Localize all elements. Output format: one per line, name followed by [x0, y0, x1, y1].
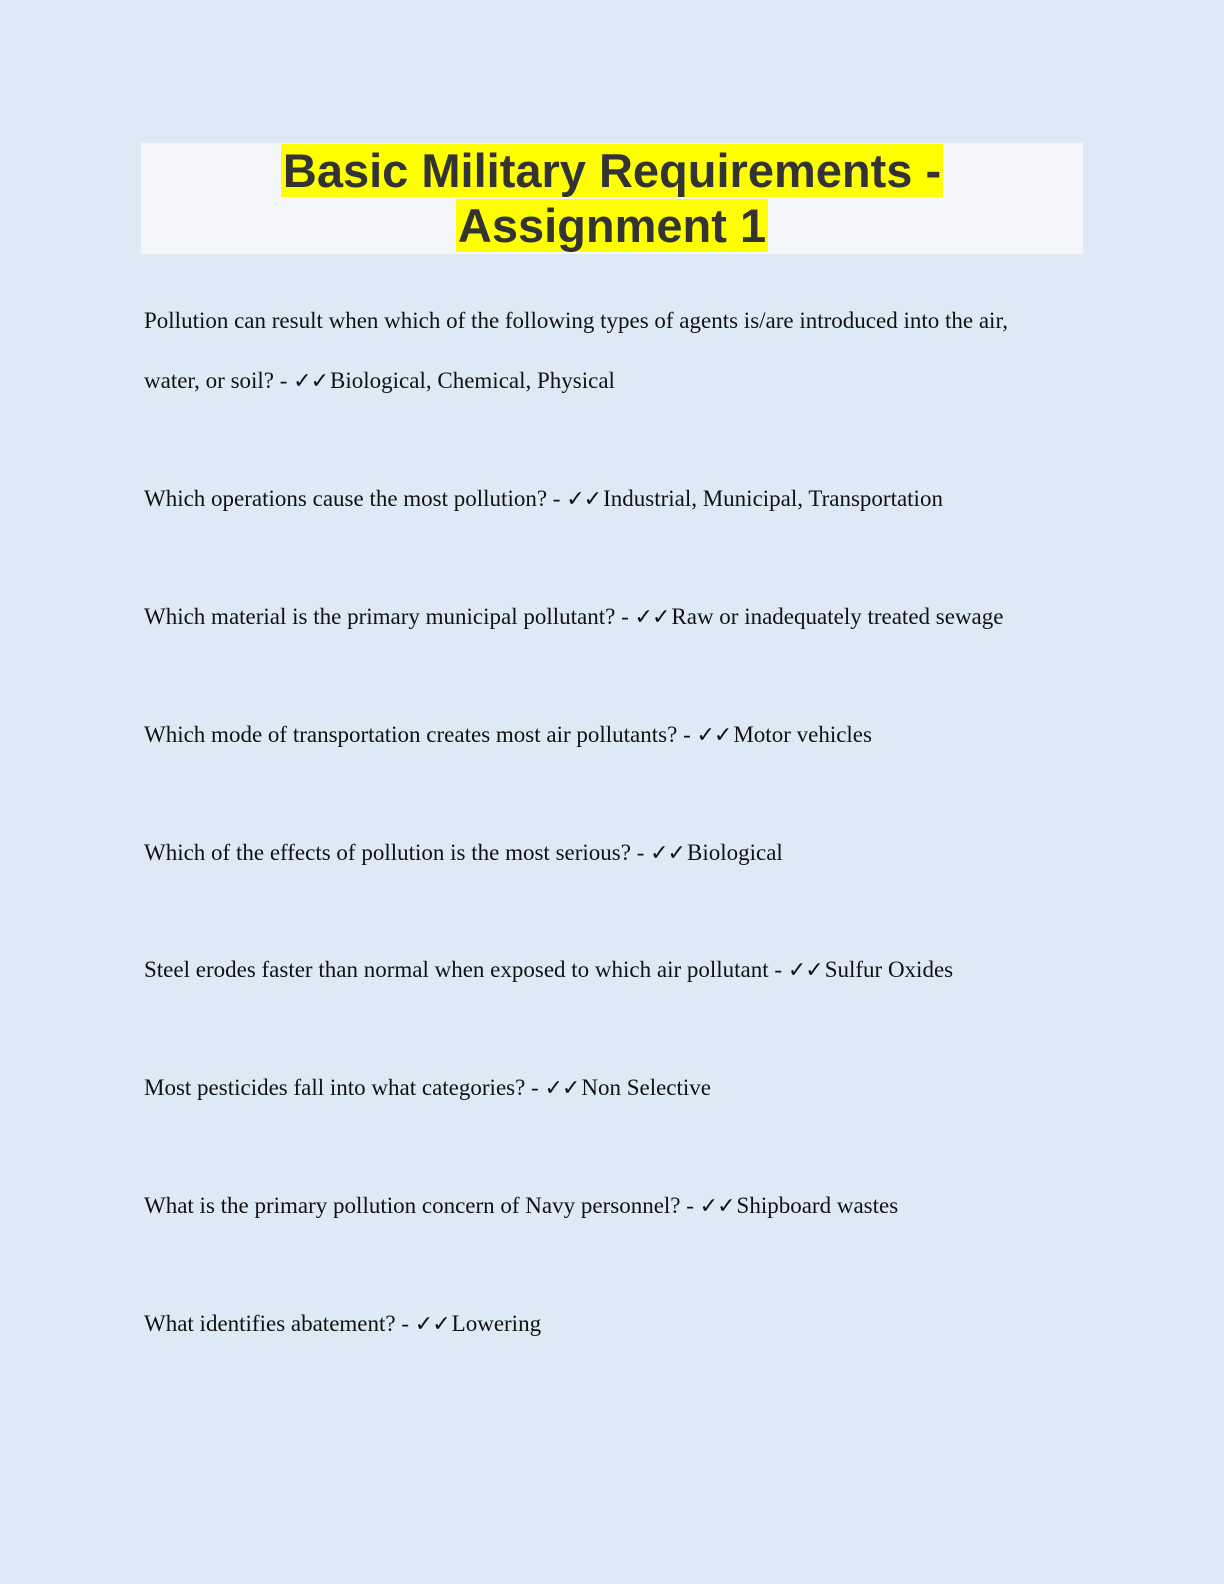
double-check-icon: ✓✓	[787, 958, 823, 983]
question-text: What is the primary pollution concern of Navy personnel? -	[144, 1193, 694, 1218]
double-check-icon: ✓✓	[566, 487, 602, 512]
answer-text: Raw or inadequately treated sewage	[671, 604, 1004, 629]
answer-text: Non Selective	[581, 1075, 711, 1100]
double-check-icon: ✓✓	[544, 1076, 580, 1101]
question-text: Most pesticides fall into what categories? -	[144, 1075, 539, 1100]
question-text: Which of the effects of pollution is the most serious? -	[144, 840, 645, 865]
double-check-icon: ✓✓	[650, 841, 685, 866]
double-check-icon: ✓✓	[414, 1312, 450, 1337]
title-box	[141, 143, 1083, 254]
qa-item	[144, 291, 1064, 412]
answer-text: Shipboard wastes	[736, 1193, 899, 1218]
double-check-icon: ✓✓	[699, 1194, 735, 1219]
question-text: Which mode of transportation creates most air pollutants? -	[144, 722, 691, 747]
qa-item	[144, 705, 1064, 766]
question-text: Steel erodes faster than normal when exposed to which air pollutant -	[144, 957, 783, 982]
answer-text: Biological	[686, 840, 783, 865]
question-text: What identifies abatement? -	[144, 1311, 410, 1336]
double-check-icon: ✓✓	[634, 605, 670, 630]
qa-item	[144, 823, 1064, 884]
answer-text: Biological, Chemical, Physical	[330, 368, 615, 393]
qa-item	[144, 1176, 1064, 1237]
page-title-line-2: Assignment 1	[457, 199, 767, 252]
page-title-line-1: Basic Military Requirements -	[282, 144, 942, 197]
qa-item	[144, 940, 1064, 1001]
double-check-icon: ✓✓	[293, 369, 329, 394]
answer-text: Sulfur Oxides	[824, 957, 954, 982]
qa-item	[144, 1058, 1064, 1119]
answer-text: Industrial, Municipal, Transportation	[603, 486, 943, 511]
double-check-icon: ✓✓	[696, 723, 732, 748]
question-text: Pollution can result when which of the following types of agents is/are introduced into the air, water, or soil? -	[144, 308, 1008, 393]
question-text: Which operations cause the most pollution? -	[144, 486, 561, 511]
qa-item	[144, 469, 1064, 530]
answer-text: Lowering	[451, 1311, 542, 1336]
qa-item	[144, 587, 1064, 648]
question-text: Which material is the primary municipal pollutant? -	[144, 604, 629, 629]
answer-text: Motor vehicles	[733, 722, 872, 747]
qa-item	[144, 1294, 1064, 1355]
